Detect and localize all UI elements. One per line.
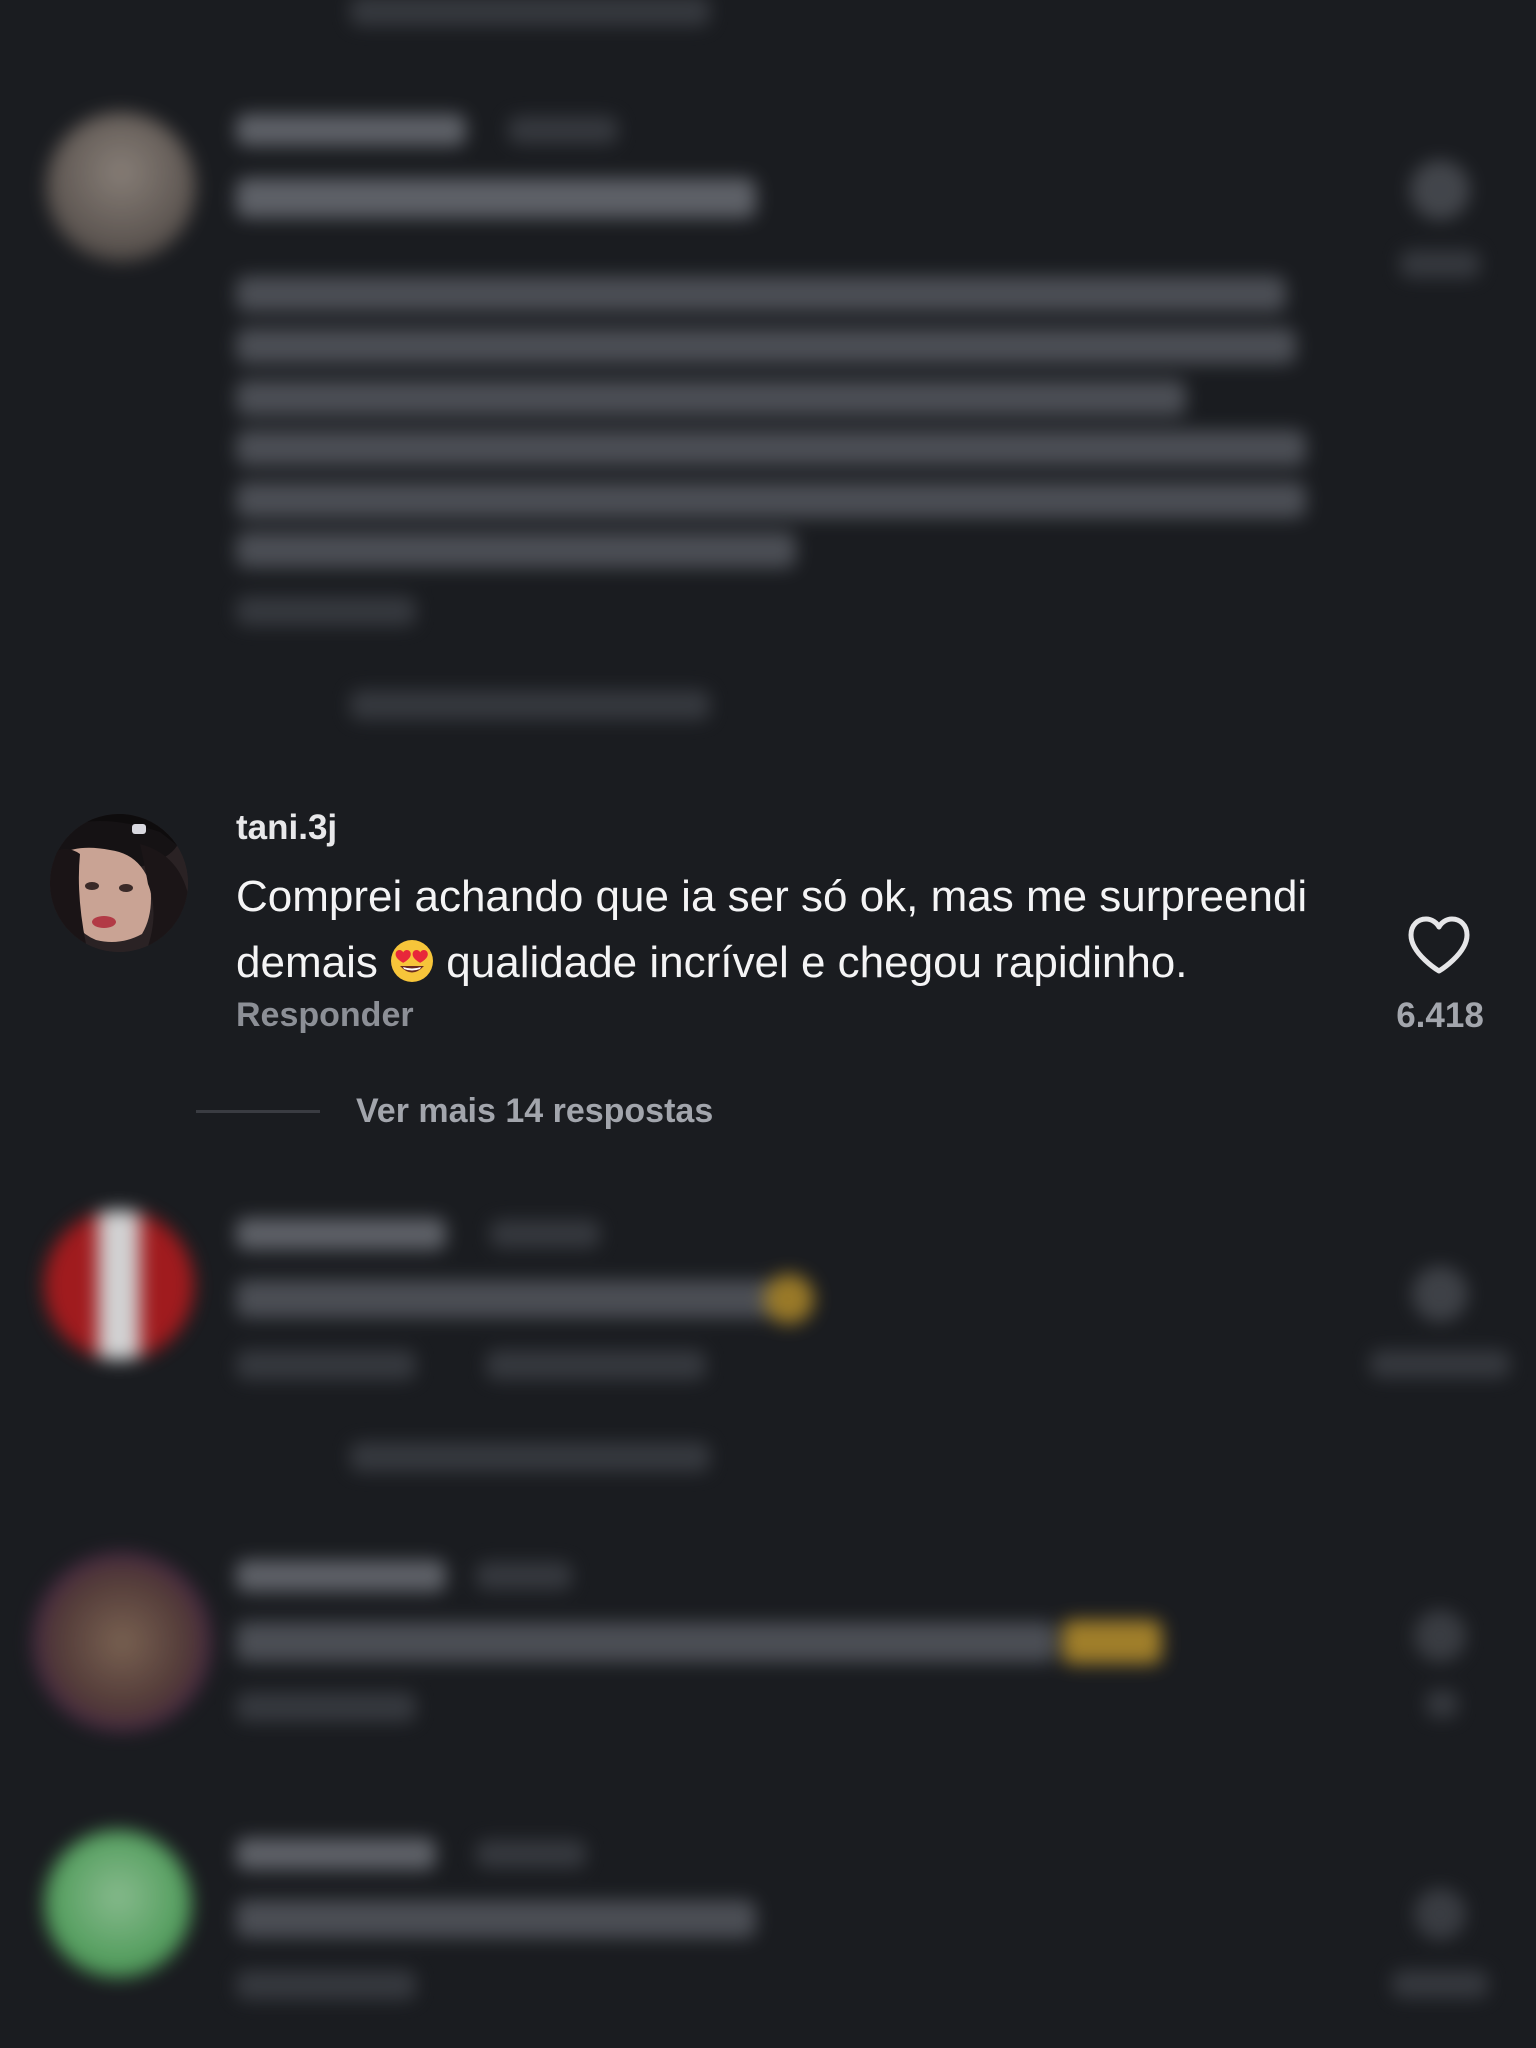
like-button[interactable] xyxy=(1406,916,1472,976)
comment-text xyxy=(236,864,1356,996)
comment-text-part-1: Comprei achando que ia ser só ok, mas me surpreendi demais xyxy=(236,872,1308,987)
reply-button[interactable]: Responder xyxy=(236,996,414,1034)
view-more-replies-button[interactable] xyxy=(196,1086,713,1136)
blurred-comments-top xyxy=(0,0,1536,760)
comment-username[interactable]: tani.3j xyxy=(236,808,338,847)
heart-icon xyxy=(1406,916,1472,976)
like-count: 6.418 xyxy=(1396,996,1484,1035)
comment-text-part-2: qualidade incrível e chegou rapidinho. xyxy=(434,938,1188,987)
avatar-photo xyxy=(50,814,188,952)
comment-item xyxy=(0,800,1536,1150)
view-more-replies-label: Ver mais 14 respostas xyxy=(356,1091,714,1130)
blurred-comments-bottom xyxy=(0,1170,1536,2048)
heart-eyes-emoji-icon xyxy=(390,939,434,983)
replies-divider xyxy=(196,1110,320,1113)
avatar[interactable] xyxy=(50,814,188,952)
